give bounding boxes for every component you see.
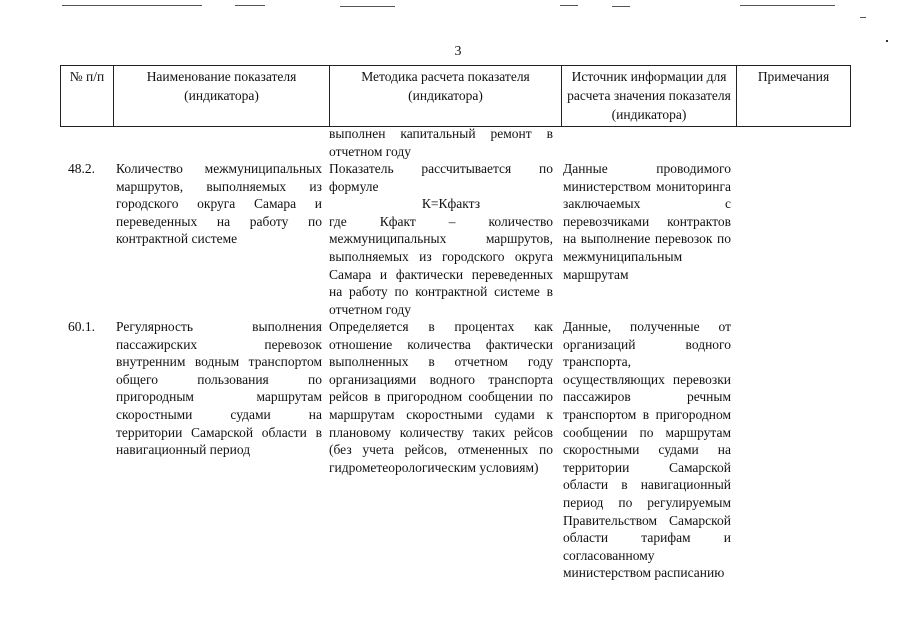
scan-artifact xyxy=(340,6,395,7)
formula: К=Кфактз xyxy=(421,196,481,212)
row-number: 48.2. xyxy=(68,161,95,176)
continuation-method: выполнен капитальный ремонт в отчетном году xyxy=(329,126,553,159)
scan-artifact xyxy=(560,5,578,6)
row-name: Количество межмуниципальных маршрутов, выполняемых из городского округа Самара и переведенных на работу по контрактной системе xyxy=(116,161,322,247)
row-name: Регулярность выполнения пассажирских перевозок внутренним водным транспортом общего пользования по пригородным маршрутам скоростными судами на территории Самарской области в навигационный период xyxy=(116,319,322,458)
scan-artifact xyxy=(612,6,630,7)
scan-artifact xyxy=(740,5,835,6)
method-text: где Кфакт – количество межмуниципальных маршрутов, выполняемых из городского округа Самара и фактически переведенных на работу по контрактной системе в отчетном году xyxy=(329,213,553,317)
row-method: Определяется в процентах как отношение количества фактически выполненных в отчетном году организациями водного транспорта рейсов в пригородном сообщении по маршрутам скоростными судами к плановому количеству таких рейсов (без учета рейсов, отмененных по гидрометеорологическим условиям) xyxy=(329,319,553,475)
row-method xyxy=(329,160,553,318)
header-source: Источник информации для расчета значения показателя (индикатора) xyxy=(562,66,737,127)
header-method: Методика расчета показателя (индикатора) xyxy=(330,66,562,127)
scan-artifact xyxy=(235,5,265,6)
scan-artifact xyxy=(860,17,866,18)
table-header xyxy=(60,65,851,127)
header-name: Наименование показателя (индикатора) xyxy=(114,66,330,127)
row-source: Данные проводимого министерством мониторинга заключаемых с перевозчиками контрактов на выполнение перевозок по межмуниципальным маршрутам xyxy=(563,161,731,282)
header-num: № п/п xyxy=(61,66,114,127)
header-notes: Примечания xyxy=(737,66,851,127)
scan-speck xyxy=(886,40,888,42)
scan-artifact xyxy=(62,5,202,6)
row-number: 60.1. xyxy=(68,319,95,334)
row-source: Данные, полученные от организаций водного транспорта, осуществляющих перевозки пассажиров речным транспортом в пригородном сообщении по маршрутам скоростными судами на территории Самарской области в навигационный период по регулируемым Правительством Самарской области тарифам и согласованному министерством расписанию xyxy=(563,319,731,581)
page-number: 3 xyxy=(454,44,462,59)
method-intro: Показатель рассчитывается по формуле xyxy=(329,161,553,194)
